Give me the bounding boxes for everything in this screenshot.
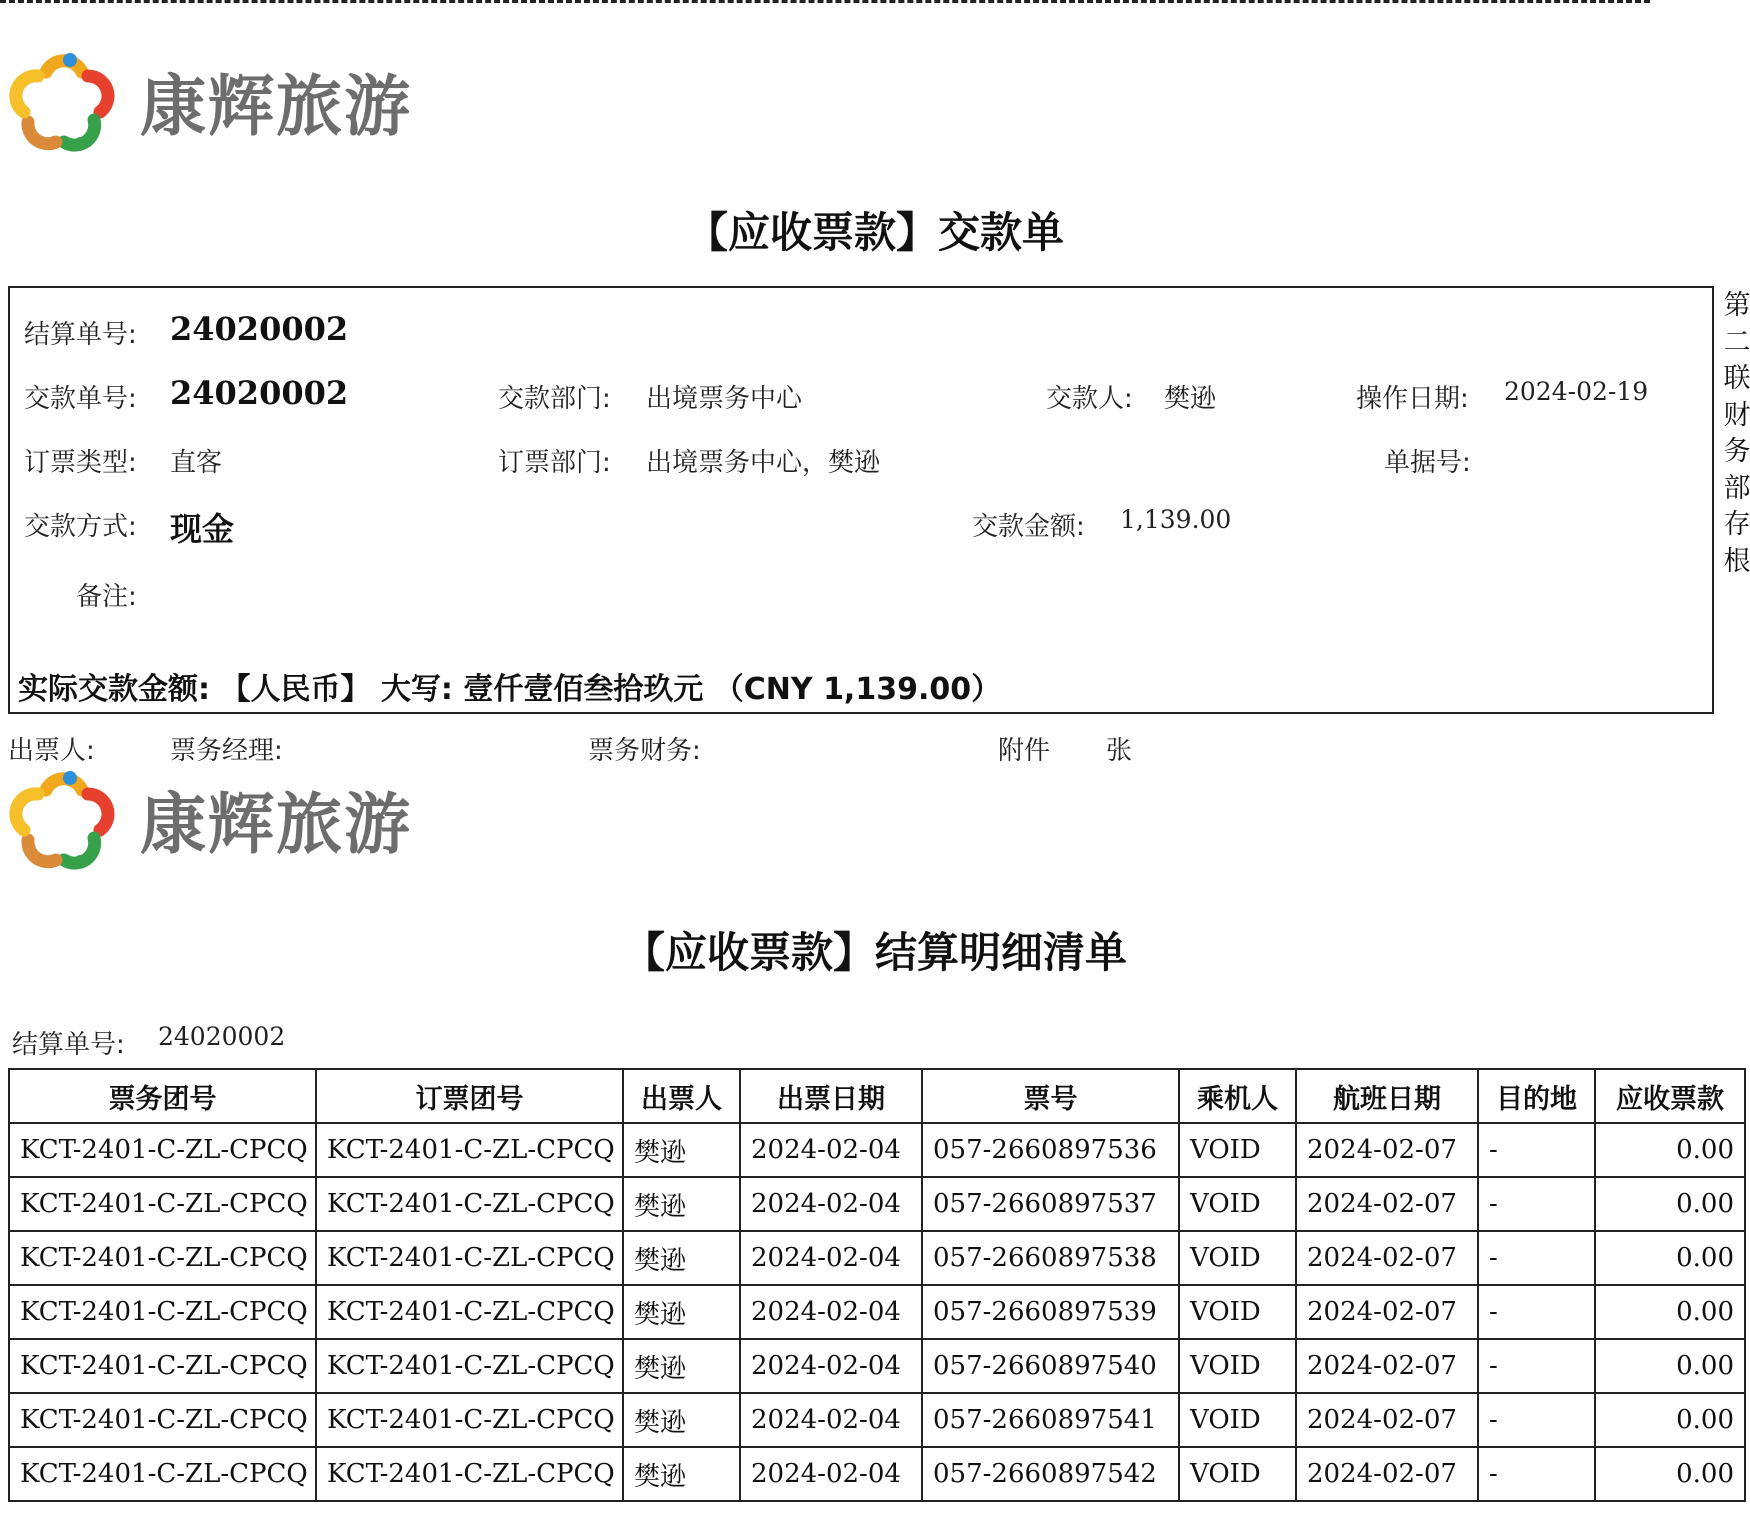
receivable-cell: 0.00 [1595, 1177, 1745, 1231]
ticket-no-cell: 057-2660897540 [922, 1339, 1179, 1393]
destination-cell: - [1478, 1123, 1595, 1177]
booking-group-cell: KCT-2401-C-ZL-CPCQ [316, 1339, 623, 1393]
column-header: 订票团号 [316, 1069, 623, 1123]
flight-date-cell: 2024-02-07 [1296, 1339, 1478, 1393]
column-header: 应收票款 [1595, 1069, 1745, 1123]
ticket-no-cell: 057-2660897536 [922, 1123, 1179, 1177]
flight-date-cell: 2024-02-07 [1296, 1285, 1478, 1339]
flower-logo-icon [8, 44, 120, 156]
side-note-char: 务 [1723, 436, 1750, 467]
column-header: 出票日期 [740, 1069, 922, 1123]
payment-method-value: 现金 [170, 510, 235, 548]
settlement-no-value: 24020002 [170, 310, 349, 348]
payment-form [8, 286, 1714, 714]
table-header-row [9, 1069, 1745, 1123]
ticket-no-cell: 057-2660897541 [922, 1393, 1179, 1447]
destination-cell: - [1478, 1231, 1595, 1285]
booking-type-label: 订票类型: [24, 448, 137, 478]
passenger-cell: VOID [1179, 1339, 1296, 1393]
actual-amount-line: 实际交款金额: 【人民币】 大写: 壹仟壹佰叁拾玖元 （CNY 1,139.00） [18, 672, 1002, 707]
booking-dept-value: 出境票务中心，樊逊 [646, 448, 881, 478]
column-header: 出票人 [623, 1069, 740, 1123]
column-header: 航班日期 [1296, 1069, 1478, 1123]
flower-logo-icon [8, 762, 120, 874]
ticket-group-cell: KCT-2401-C-ZL-CPCQ [9, 1177, 316, 1231]
issue-date-cell: 2024-02-04 [740, 1339, 922, 1393]
sheet-unit-label: 张 [1106, 736, 1133, 766]
issue-date-cell: 2024-02-04 [740, 1231, 922, 1285]
tear-line [0, 0, 1650, 3]
table-row [9, 1231, 1745, 1285]
receivable-cell: 0.00 [1595, 1393, 1745, 1447]
booking-group-cell: KCT-2401-C-ZL-CPCQ [316, 1393, 623, 1447]
booking-group-cell: KCT-2401-C-ZL-CPCQ [316, 1447, 623, 1501]
side-note-char: 财 [1723, 399, 1750, 431]
payment-amount-value: 1,139.00 [1120, 505, 1232, 534]
table-row [9, 1285, 1745, 1339]
flight-date-cell: 2024-02-07 [1296, 1447, 1478, 1501]
destination-cell: - [1478, 1393, 1595, 1447]
table-row [9, 1123, 1745, 1177]
doc-no-label: 单据号: [1384, 448, 1471, 478]
issue-date-cell: 2024-02-04 [740, 1123, 922, 1177]
booking-group-cell: KCT-2401-C-ZL-CPCQ [316, 1177, 623, 1231]
ticket-group-cell: KCT-2401-C-ZL-CPCQ [9, 1339, 316, 1393]
payer-value: 樊逊 [1164, 384, 1217, 414]
column-header: 目的地 [1478, 1069, 1595, 1123]
operate-date-label: 操作日期: [1356, 384, 1469, 414]
payment-method-label: 交款方式: [24, 512, 137, 542]
ticket-no-cell: 057-2660897537 [922, 1177, 1179, 1231]
issuer-cell: 樊逊 [623, 1393, 740, 1447]
side-note-char: 部 [1723, 472, 1750, 504]
payment-title: 【应收票款】交款单 [685, 208, 1064, 257]
booking-type-value: 直客 [170, 448, 223, 478]
receivable-cell: 0.00 [1595, 1447, 1745, 1501]
side-note-char: 联 [1723, 363, 1750, 394]
issuer-cell: 樊逊 [623, 1339, 740, 1393]
operate-date-value: 2024-02-19 [1504, 377, 1649, 406]
flight-date-cell: 2024-02-07 [1296, 1231, 1478, 1285]
issue-date-cell: 2024-02-04 [740, 1285, 922, 1339]
payment-dept-value: 出境票务中心 [646, 384, 803, 414]
table-row [9, 1447, 1745, 1501]
destination-cell: - [1478, 1339, 1595, 1393]
issue-date-cell: 2024-02-04 [740, 1393, 922, 1447]
receivable-cell: 0.00 [1595, 1285, 1745, 1339]
table-row [9, 1393, 1745, 1447]
flight-date-cell: 2024-02-07 [1296, 1177, 1478, 1231]
passenger-cell: VOID [1179, 1177, 1296, 1231]
booking-group-cell: KCT-2401-C-ZL-CPCQ [316, 1231, 623, 1285]
passenger-cell: VOID [1179, 1393, 1296, 1447]
receivable-cell: 0.00 [1595, 1231, 1745, 1285]
remark-label: 备注: [76, 582, 137, 612]
issuer-cell: 樊逊 [623, 1123, 740, 1177]
settlement-detail-table [8, 1068, 1746, 1502]
payer-label: 交款人: [1046, 384, 1133, 414]
side-note-char: 根 [1723, 545, 1750, 577]
issuer-label: 出票人: [8, 736, 95, 766]
issuer-cell: 樊逊 [623, 1285, 740, 1339]
payment-dept-label: 交款部门: [498, 384, 611, 414]
column-header: 票务团号 [9, 1069, 316, 1123]
issuer-cell: 樊逊 [623, 1177, 740, 1231]
brand-name: 康辉旅游 [140, 785, 412, 863]
ticket-no-cell: 057-2660897542 [922, 1447, 1179, 1501]
ticket-group-cell: KCT-2401-C-ZL-CPCQ [9, 1123, 316, 1177]
copy-side-note [1722, 288, 1750, 580]
booking-group-cell: KCT-2401-C-ZL-CPCQ [316, 1123, 623, 1177]
payment-no-label: 交款单号: [24, 384, 137, 414]
brand-logo [8, 44, 412, 156]
issue-date-cell: 2024-02-04 [740, 1177, 922, 1231]
payment-no-value: 24020002 [170, 374, 349, 412]
side-note-char: 第 [1723, 290, 1750, 321]
detail-title: 【应收票款】结算明细清单 [622, 928, 1127, 977]
ticket-manager-label: 票务经理: [170, 736, 283, 766]
side-note-char: 二 [1723, 326, 1750, 358]
column-header: 票号 [922, 1069, 1179, 1123]
passenger-cell: VOID [1179, 1447, 1296, 1501]
settlement-no-label: 结算单号: [24, 320, 137, 350]
side-note-char: 存 [1723, 509, 1750, 540]
destination-cell: - [1478, 1447, 1595, 1501]
ticket-group-cell: KCT-2401-C-ZL-CPCQ [9, 1393, 316, 1447]
column-header: 乘机人 [1179, 1069, 1296, 1123]
ticket-finance-label: 票务财务: [588, 736, 701, 766]
issuer-cell: 樊逊 [623, 1231, 740, 1285]
detail-settlement-label: 结算单号: [12, 1030, 125, 1060]
flight-date-cell: 2024-02-07 [1296, 1123, 1478, 1177]
destination-cell: - [1478, 1285, 1595, 1339]
ticket-group-cell: KCT-2401-C-ZL-CPCQ [9, 1447, 316, 1501]
ticket-group-cell: KCT-2401-C-ZL-CPCQ [9, 1285, 316, 1339]
receivable-cell: 0.00 [1595, 1339, 1745, 1393]
ticket-no-cell: 057-2660897539 [922, 1285, 1179, 1339]
detail-settlement-value: 24020002 [158, 1022, 286, 1051]
ticket-group-cell: KCT-2401-C-ZL-CPCQ [9, 1231, 316, 1285]
brand-name: 康辉旅游 [140, 67, 412, 145]
receivable-cell: 0.00 [1595, 1123, 1745, 1177]
brand-logo [8, 762, 412, 874]
booking-dept-label: 订票部门: [498, 448, 611, 478]
table-row [9, 1339, 1745, 1393]
attachment-label: 附件 [998, 736, 1051, 766]
ticket-no-cell: 057-2660897538 [922, 1231, 1179, 1285]
flight-date-cell: 2024-02-07 [1296, 1393, 1478, 1447]
issuer-cell: 樊逊 [623, 1447, 740, 1501]
passenger-cell: VOID [1179, 1285, 1296, 1339]
table-row [9, 1177, 1745, 1231]
payment-amount-label: 交款金额: [972, 512, 1085, 542]
passenger-cell: VOID [1179, 1123, 1296, 1177]
booking-group-cell: KCT-2401-C-ZL-CPCQ [316, 1285, 623, 1339]
passenger-cell: VOID [1179, 1231, 1296, 1285]
destination-cell: - [1478, 1177, 1595, 1231]
issue-date-cell: 2024-02-04 [740, 1447, 922, 1501]
